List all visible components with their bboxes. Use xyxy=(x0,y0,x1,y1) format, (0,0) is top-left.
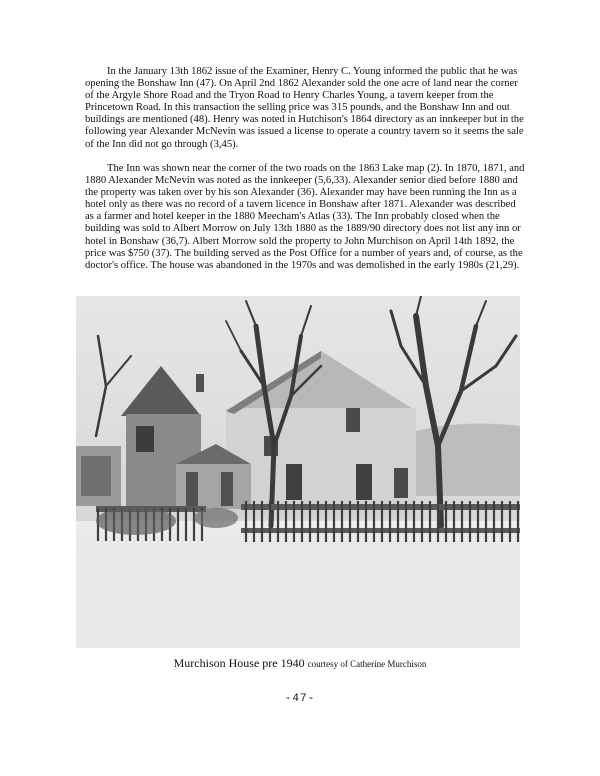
caption-credit: courtesy of Catherine Murchison xyxy=(307,659,427,669)
house-photo-illustration xyxy=(76,296,520,648)
photo-caption xyxy=(0,656,600,671)
caption-title: Murchison House pre 1940 xyxy=(173,656,305,670)
page-number: -47- xyxy=(284,693,316,705)
body-paragraph-1: In the January 13th 1862 issue of the Examiner, Henry C. Young informed the public that he was opening the Bonshaw Inn (47). On April 2nd 1862 Alexander sold the one acre of land near the corner of the Argyle Shore Road and the Tryon Road to Henry Charles Young, a tavern keeper from the Princetown Road. In this transaction the selling price was 315 pounds, and the Bonshaw Inn and out buildings are mentioned (48). Henry was noted in Hutchison's 1864 directory as an innkeeper but in the following year Alexander McNevin was issued a license to operate a country tavern so it seems the sale of the Inn did not go through (3,45). xyxy=(85,66,524,150)
historic-photograph xyxy=(76,296,520,648)
body-paragraph-2: The Inn was shown near the corner of the two roads on the 1863 Lake map (2). In 1870, 1871, and 1880 Alexander McNevin was noted as the innkeeper (5,6,33). Alexander senior died before 1880 and the property was taken over by his son Alexander (36). Alexander may have been running the Inn as a hotel only as there was no record of a tavern licence in Bonshaw after 1871. Alexander was described as a farmer and hotel keeper in the 1880 Meecham's Atlas (33). The Inn probably closed when the building was sold to Albert Morrow on July 13th 1880 as the 1889/90 directory does not list any inn or hotel in Bonshaw (36,7). Albert Morrow sold the property to John Murchison on April 14th 1892, the price was $750 (37). The building served as the Post Office for a number of years and, of course, as the doctor's office. The house was abandoned in the 1970s and was demolished in the early 1980s (21,29). xyxy=(85,163,525,271)
